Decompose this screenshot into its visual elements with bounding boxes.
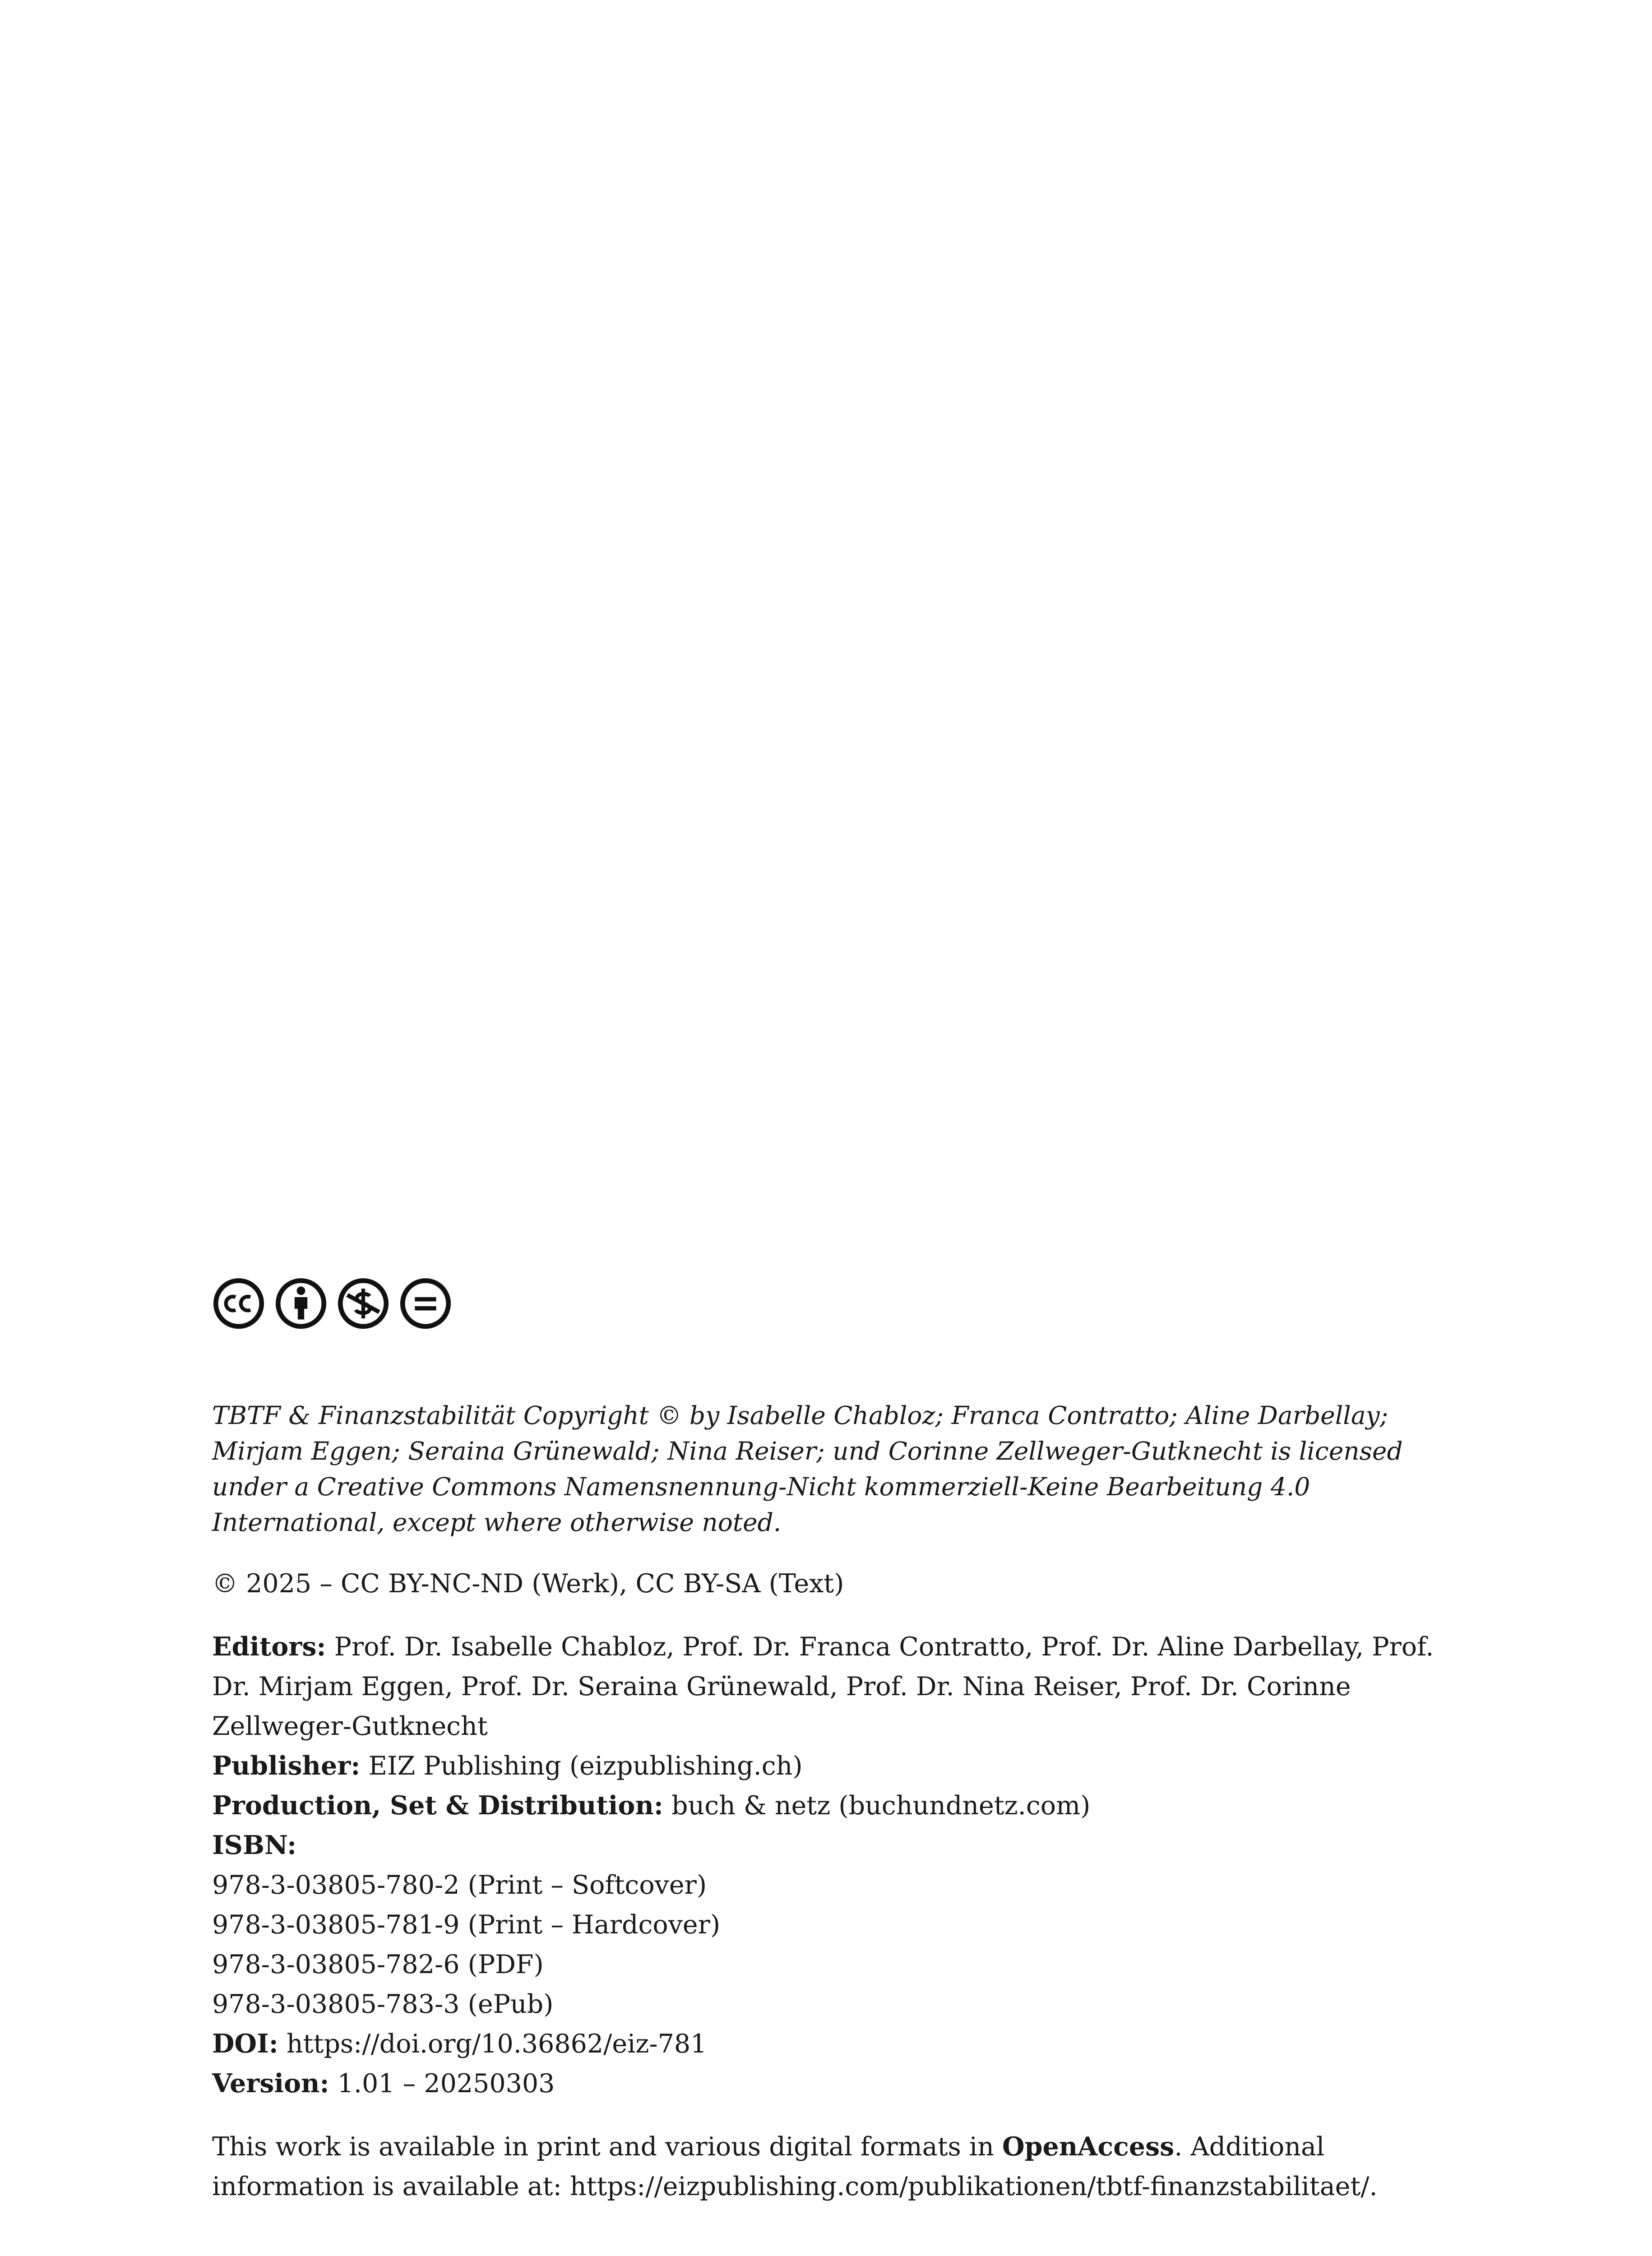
non-commercial-icon (337, 1277, 390, 1330)
isbn-item: 978-3-03805-782-6 (PDF) (212, 1950, 544, 1979)
publication-metadata (212, 1627, 1448, 2103)
by-attribution-icon (274, 1277, 328, 1330)
license-icons (212, 1277, 1448, 1330)
openaccess-label: OpenAccess (1002, 2131, 1175, 2162)
production-value: buch & netz (buchundnetz.com) (663, 1791, 1091, 1821)
isbn-item: 978-3-03805-781-9 (Print – Hardcover) (212, 1910, 721, 1940)
availability-note (212, 2127, 1448, 2206)
doi-value: https://doi.org/10.36862/eiz-781 (278, 2029, 707, 2059)
imprint-block (212, 1277, 1448, 2206)
copyright-line: © 2025 – CC BY-NC-ND (Werk), CC BY-SA (Text) (212, 1569, 844, 1599)
cc-icon (212, 1277, 265, 1330)
version-label: Version: (212, 2068, 329, 2099)
editors-label: Editors: (212, 1632, 326, 1662)
isbn-item: 978-3-03805-783-3 (ePub) (212, 1989, 554, 2019)
production-label: Production, Set & Distribution: (212, 1790, 663, 1821)
doi-label: DOI: (212, 2029, 278, 2059)
isbn-label: ISBN: (212, 1830, 297, 1860)
editors-value: Prof. Dr. Isabelle Chabloz, Prof. Dr. Franca Contratto, Prof. Dr. Aline Darbellay, Prof. Dr. Mirjam Eggen, Prof. Dr. Seraina Grünewald, Prof. Dr. Nina Reiser, Prof. Dr. Corinne Zellweger-Gutknecht (212, 1632, 1434, 1741)
version-value: 1.01 – 20250303 (329, 2069, 555, 2099)
availability-text-after: . Additional information is available at: https://eizpublishing.com/publikationen/tbtf-finanzstabilitaet/. (212, 2132, 1378, 2201)
version-row (212, 2064, 1448, 2103)
isbn-label-row (212, 1826, 1448, 1865)
publisher-value: EIZ Publishing (eizpublishing.ch) (360, 1751, 803, 1781)
production-row (212, 1786, 1448, 1826)
availability-text-before: This work is available in print and various digital formats in (212, 2132, 1002, 2162)
publisher-label: Publisher: (212, 1751, 361, 1781)
license-statement: TBTF & Finanzstabilität Copyright © by Isabelle Chabloz; Franca Contratto; Aline Darbellay; Mirjam Eggen; Seraina Grünewald; Nina Reiser; und Corinne Zellweger-Gutknecht is licensed under a Creative Commons Namensnennung-Nicht kommerziell-Keine Bearbeitung 4.0 International, except where otherwise noted. (212, 1401, 1403, 1537)
editors-row (212, 1627, 1448, 1746)
no-derivatives-icon (399, 1277, 452, 1330)
isbn-item: 978-3-03805-780-2 (Print – Softcover) (212, 1870, 707, 1900)
doi-row (212, 2024, 1448, 2064)
publisher-row (212, 1746, 1448, 1786)
